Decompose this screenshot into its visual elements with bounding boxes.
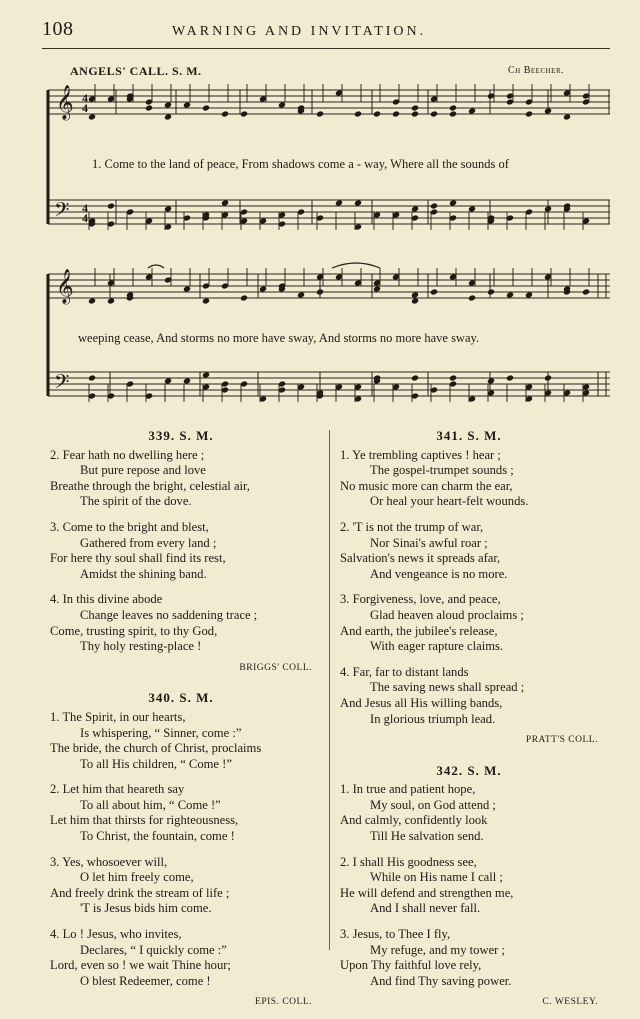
note-head xyxy=(88,113,96,120)
note-head xyxy=(411,374,419,381)
verse-line: For here thy soul shall find its rest, xyxy=(50,551,226,566)
verse-line: Declares, “ I quickly come :” xyxy=(80,942,227,957)
stanza xyxy=(340,927,598,989)
verse-line: He will defend and strengthen me, xyxy=(340,885,514,900)
verse-line: Lord, even so ! we wait Thine hour; xyxy=(50,958,231,973)
verse-line: O blest Redeemer, come ! xyxy=(80,973,211,988)
page-number: 108 xyxy=(42,18,74,40)
note-head xyxy=(449,374,457,381)
stanza xyxy=(340,855,598,917)
stanza xyxy=(340,448,598,510)
note-head xyxy=(221,199,229,206)
time-signature: 4 xyxy=(82,211,88,225)
verse-line: 3. Jesus, to Thee I fly, xyxy=(340,927,451,942)
time-signature: 4 xyxy=(82,201,88,215)
hymn-number: 339. S. M. xyxy=(148,428,214,443)
note-head xyxy=(164,113,172,120)
stanza xyxy=(50,927,312,989)
verse-line: And Jesus all His willing bands, xyxy=(340,695,503,710)
verse-line: 4. In this divine abode xyxy=(50,592,163,607)
note-head xyxy=(468,107,476,114)
stanza xyxy=(50,520,312,582)
verse-line: 3. Come to the bright and blest, xyxy=(50,519,209,534)
time-signature: 4 xyxy=(82,101,88,115)
verse-line: Upon Thy faithful love rely, xyxy=(340,958,482,973)
verse-line: Gathered from every land ; xyxy=(80,535,217,550)
note-head xyxy=(164,101,172,108)
verse-line: 2. 'T is not the trump of war, xyxy=(340,519,484,534)
note-head xyxy=(506,374,514,381)
verse-line: 2. I shall His goodness see, xyxy=(340,854,477,869)
note-head xyxy=(582,288,590,295)
note-head xyxy=(411,291,419,298)
verse-line: 1. The Spirit, in our hearts, xyxy=(50,709,186,724)
hymn-attribution: C. WESLEY. xyxy=(542,997,598,1008)
verse-line: The saving news shall spread ; xyxy=(370,680,525,695)
note-head xyxy=(487,288,495,295)
note-head xyxy=(183,101,191,108)
stanza xyxy=(50,782,312,844)
verse-line: 2. Let him that heareth say xyxy=(50,782,185,797)
verse-line: My refuge, and my tower ; xyxy=(370,942,505,957)
verse-line: And I shall never fall. xyxy=(370,901,481,916)
lyric-line-2: weeping cease, And storms no more have sway, And storms no more have sway. xyxy=(78,331,480,345)
verse-line: To Christ, the fountain, come ! xyxy=(80,829,235,844)
note-head xyxy=(88,374,96,381)
note-head xyxy=(430,110,438,117)
note-head xyxy=(107,297,115,304)
verse-line: Glad heaven aloud proclaims ; xyxy=(370,607,524,622)
note-head xyxy=(525,110,533,117)
verse-line: Nor Sinai's awful roar ; xyxy=(370,535,488,550)
verse-line: Till He salvation send. xyxy=(370,829,484,844)
verse-line: Let him that thirsts for righteousness, xyxy=(50,813,239,828)
note-head xyxy=(164,205,172,212)
verse-line: And find Thy saving power. xyxy=(370,973,512,988)
note-head xyxy=(544,374,552,381)
fermata xyxy=(148,265,164,268)
note-head xyxy=(183,377,191,384)
note-head xyxy=(354,110,362,117)
note-head xyxy=(240,294,248,301)
note-head xyxy=(563,113,571,120)
verse-line: While on His name I call ; xyxy=(370,870,503,885)
note-head xyxy=(316,288,324,295)
note-head xyxy=(164,377,172,384)
verse-line: 1. Ye trembling captives ! hear ; xyxy=(340,447,501,462)
note-head xyxy=(335,199,343,206)
hymn-number: 342. S. M. xyxy=(436,762,502,778)
verse-line: 4. Far, far to distant lands xyxy=(340,664,469,679)
verse-line: And earth, the jubilee's release, xyxy=(340,623,498,638)
column-divider xyxy=(329,430,330,950)
verse-line: Come, trusting spirit, to thy God, xyxy=(50,623,218,638)
note-head xyxy=(373,110,381,117)
verse-line: The gospel-trumpet sounds ; xyxy=(370,463,514,478)
verse-line: Is whispering, “ Sinner, come :” xyxy=(80,725,242,740)
lyric-line-1: 1. Come to the land of peace, From shadows come a - way, Where all the sounds of xyxy=(92,157,509,171)
stanza xyxy=(340,665,598,727)
note-head xyxy=(430,202,438,209)
verse-line: Salvation's news it spreads afar, xyxy=(340,551,501,566)
verse-line: And calmly, confidently look xyxy=(340,813,488,828)
verse-line: And vengeance is no more. xyxy=(370,566,508,581)
verse-line: No music more can charm the ear, xyxy=(340,478,513,493)
bass-clef: 𝄢 xyxy=(54,370,70,398)
note-head xyxy=(297,291,305,298)
note-head xyxy=(449,199,457,206)
verse-line: Thy holy resting-place ! xyxy=(80,639,202,654)
hymn-attribution: BRIGGS' COLL. xyxy=(239,662,312,673)
left-column xyxy=(50,428,312,1019)
note-head xyxy=(392,110,400,117)
note-head xyxy=(411,297,419,304)
note-head xyxy=(468,294,476,301)
verse-line: The bride, the church of Christ, proclaims xyxy=(50,741,262,756)
time-signature: 4 xyxy=(82,91,88,105)
page-title: WARNING AND INVITATION. xyxy=(172,24,427,39)
stanza xyxy=(50,710,312,772)
note-head xyxy=(411,205,419,212)
note-head xyxy=(202,371,210,378)
note-head xyxy=(411,104,419,111)
note-head xyxy=(487,377,495,384)
note-head xyxy=(107,202,115,209)
verse-line: The spirit of the dove. xyxy=(80,494,192,509)
verse-line: Breathe through the bright, celestial air, xyxy=(50,478,250,493)
note-head xyxy=(506,291,514,298)
verse-line: 3. Forgiveness, love, and peace, xyxy=(340,592,501,607)
note-head xyxy=(240,110,248,117)
stanza xyxy=(340,782,598,844)
note-head xyxy=(411,110,419,117)
stanza xyxy=(50,855,312,917)
hymn-attribution: PRATT'S COLL. xyxy=(525,735,598,746)
note-head xyxy=(544,107,552,114)
note-head xyxy=(202,297,210,304)
verse-line: 4. Lo ! Jesus, who invites, xyxy=(50,927,182,942)
verse-line: To all His children, “ Come !” xyxy=(80,756,232,771)
verse-line: 3. Yes, whosoever will, xyxy=(50,854,168,869)
verse-line: 'T is Jesus bids him come. xyxy=(80,901,212,916)
treble-clef: 𝄞 xyxy=(56,269,74,304)
note-head xyxy=(544,205,552,212)
tune-name: ANGELS' CALL. S. M. xyxy=(70,64,202,78)
right-column xyxy=(340,428,598,1019)
note-head xyxy=(145,104,153,111)
verse-line: Amidst the shining band. xyxy=(80,566,207,581)
header-rule xyxy=(42,48,610,49)
verse-line: And freely drink the stream of life ; xyxy=(50,885,230,900)
note-head xyxy=(183,285,191,292)
note-head xyxy=(430,288,438,295)
verse-line: Or heal your heart-felt wounds. xyxy=(370,494,529,509)
verse-line: To all about him, “ Come !” xyxy=(80,797,221,812)
note-head xyxy=(449,110,457,117)
stanza xyxy=(50,592,312,654)
verse-line: But pure repose and love xyxy=(80,463,206,478)
note-head xyxy=(259,285,267,292)
verse-line: O let him freely come, xyxy=(80,870,194,885)
verse-line: 1. In true and patient hope, xyxy=(340,782,476,797)
bass-clef: 𝄢 xyxy=(54,198,70,226)
stanza xyxy=(50,448,312,510)
note-head xyxy=(88,297,96,304)
hymn-number: 340. S. M. xyxy=(148,690,214,706)
verse-line: With eager rapture claims. xyxy=(370,639,504,654)
note-head xyxy=(202,104,210,111)
fermata xyxy=(332,263,380,268)
stanza xyxy=(340,592,598,654)
verse-line: In glorious triumph lead. xyxy=(370,711,496,726)
note-head xyxy=(278,101,286,108)
composer: Ch Beecher. xyxy=(508,65,565,76)
note-head xyxy=(221,110,229,117)
note-head xyxy=(354,199,362,206)
verse-line: 2. Fear hath no dwelling here ; xyxy=(50,447,205,462)
note-head xyxy=(373,285,381,292)
note-head xyxy=(468,205,476,212)
hymn-attribution: EPIS. COLL. xyxy=(255,997,312,1008)
note-head xyxy=(316,110,324,117)
verse-line: My soul, on God attend ; xyxy=(370,797,496,812)
stanza xyxy=(340,520,598,582)
treble-clef: 𝄞 xyxy=(56,85,74,120)
hymn-number: 341. S. M. xyxy=(436,428,502,443)
note-head xyxy=(525,291,533,298)
note-head xyxy=(449,104,457,111)
verse-line: Change leaves no saddening trace ; xyxy=(80,607,258,622)
